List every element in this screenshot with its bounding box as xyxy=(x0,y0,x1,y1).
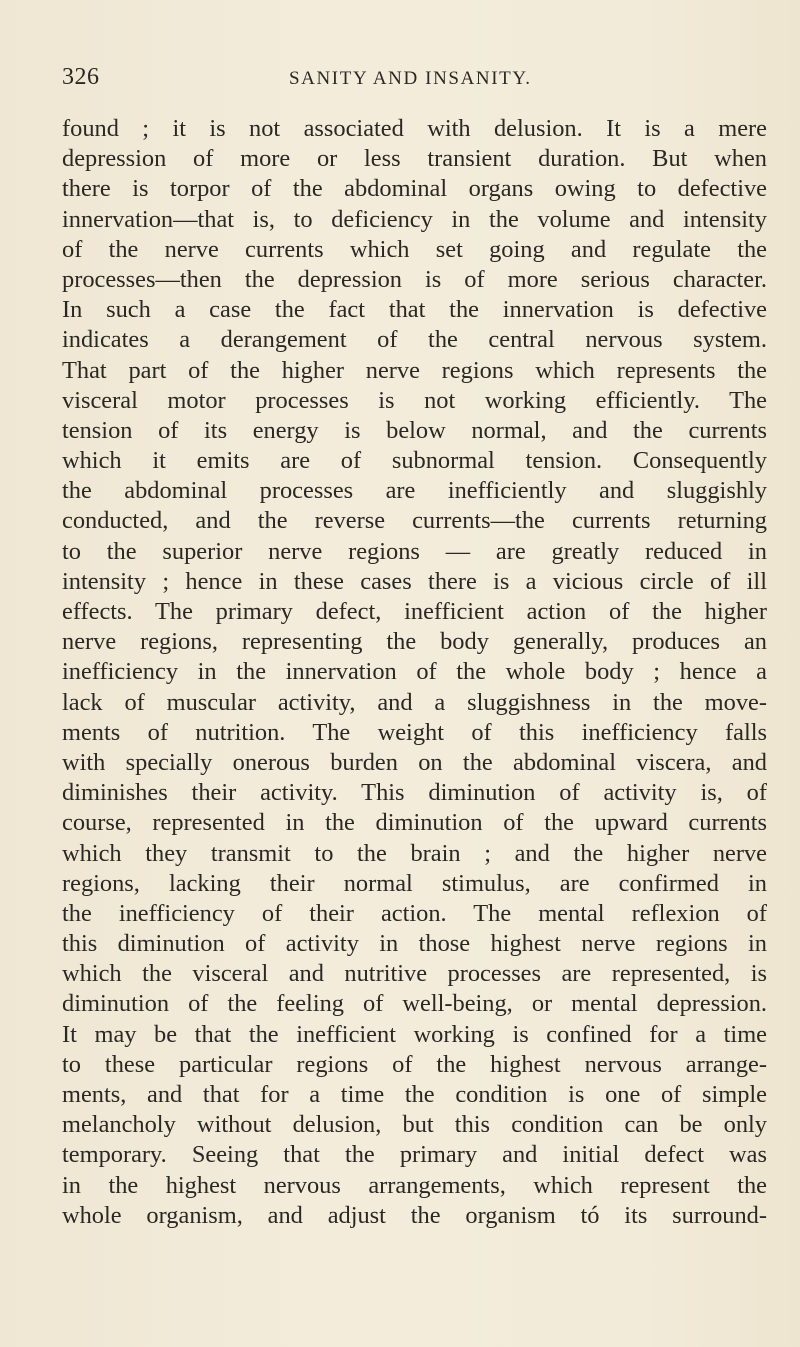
text-line: found ; it is not associated with delusion. It is a mere xyxy=(62,115,767,142)
text-line: In such a case the fact that the innervation is defective xyxy=(62,296,767,324)
text-line: the inefficiency of their action. The mental reflexion of xyxy=(62,899,767,927)
text-line: which they transmit to the brain ; and the higher nerve xyxy=(62,839,767,867)
text-line: which it emits are of subnormal tension. Consequently xyxy=(62,447,767,475)
text-line: there is torpor of the abdominal organs owing to defective xyxy=(62,175,767,203)
text-line: whole organism, and adjust the organism tó its surround- xyxy=(62,1201,767,1229)
text-line: diminishes their activity. This diminution of activity is, of xyxy=(62,779,767,807)
text-line: with specially onerous burden on the abdominal viscera, and xyxy=(62,748,767,776)
text-line: That part of the higher nerve regions which represents the xyxy=(62,356,767,384)
text-line: ments of nutrition. The weight of this inefficiency falls xyxy=(62,718,767,746)
text-line: to the superior nerve regions — are greatly reduced in xyxy=(62,537,767,565)
text-line: indicates a derangement of the central nervous system. xyxy=(62,326,767,354)
text-line: processes—then the depression is of more serious character. xyxy=(62,265,767,293)
text-line: in the highest nervous arrangements, which represent the xyxy=(62,1171,767,1199)
text-line: regions, lacking their normal stimulus, are confirmed in xyxy=(62,869,767,897)
page-number: 326 xyxy=(62,64,100,90)
text-line: which the visceral and nutritive processes are represented, is xyxy=(62,960,767,988)
running-head xyxy=(62,64,762,96)
text-line: to these particular regions of the highest nervous arrange- xyxy=(62,1050,767,1078)
text-line: of the nerve currents which set going and regulate the xyxy=(62,235,767,263)
text-line: diminution of the feeling of well-being, or mental depression. xyxy=(62,990,767,1018)
text-line: It may be that the inefficient working is confined for a time xyxy=(62,1020,767,1048)
text-line: visceral motor processes is not working efficiently. The xyxy=(62,386,767,414)
text-line: lack of muscular activity, and a sluggishness in the move- xyxy=(62,688,767,716)
text-line: course, represented in the diminution of the upward currents xyxy=(62,809,767,837)
text-line: conducted, and the reverse currents—the currents returning xyxy=(62,507,767,535)
text-line: innervation—that is, to deficiency in the volume and intensity xyxy=(62,205,767,233)
text-line: ments, and that for a time the condition is one of simple xyxy=(62,1081,767,1108)
text-line: this diminution of activity in those highest nerve regions in xyxy=(62,930,767,958)
text-line: the abdominal processes are inefficiently and sluggishly xyxy=(62,477,767,505)
running-title: SANITY AND INSANITY. xyxy=(289,68,532,89)
text-line: melancholy without delusion, but this condition can be only xyxy=(62,1111,767,1139)
text-line: tension of its energy is below normal, and the currents xyxy=(62,416,767,444)
text-line: depression of more or less transient duration. But when xyxy=(62,145,767,173)
text-line: intensity ; hence in these cases there is a vicious circle of ill xyxy=(62,567,767,595)
text-line: temporary. Seeing that the primary and initial defect was xyxy=(62,1141,767,1169)
text-line: effects. The primary defect, inefficient action of the higher xyxy=(62,598,767,625)
body-text xyxy=(62,114,767,1231)
text-line: inefficiency in the innervation of the whole body ; hence a xyxy=(62,658,767,686)
text-line: nerve regions, representing the body generally, produces an xyxy=(62,628,767,656)
